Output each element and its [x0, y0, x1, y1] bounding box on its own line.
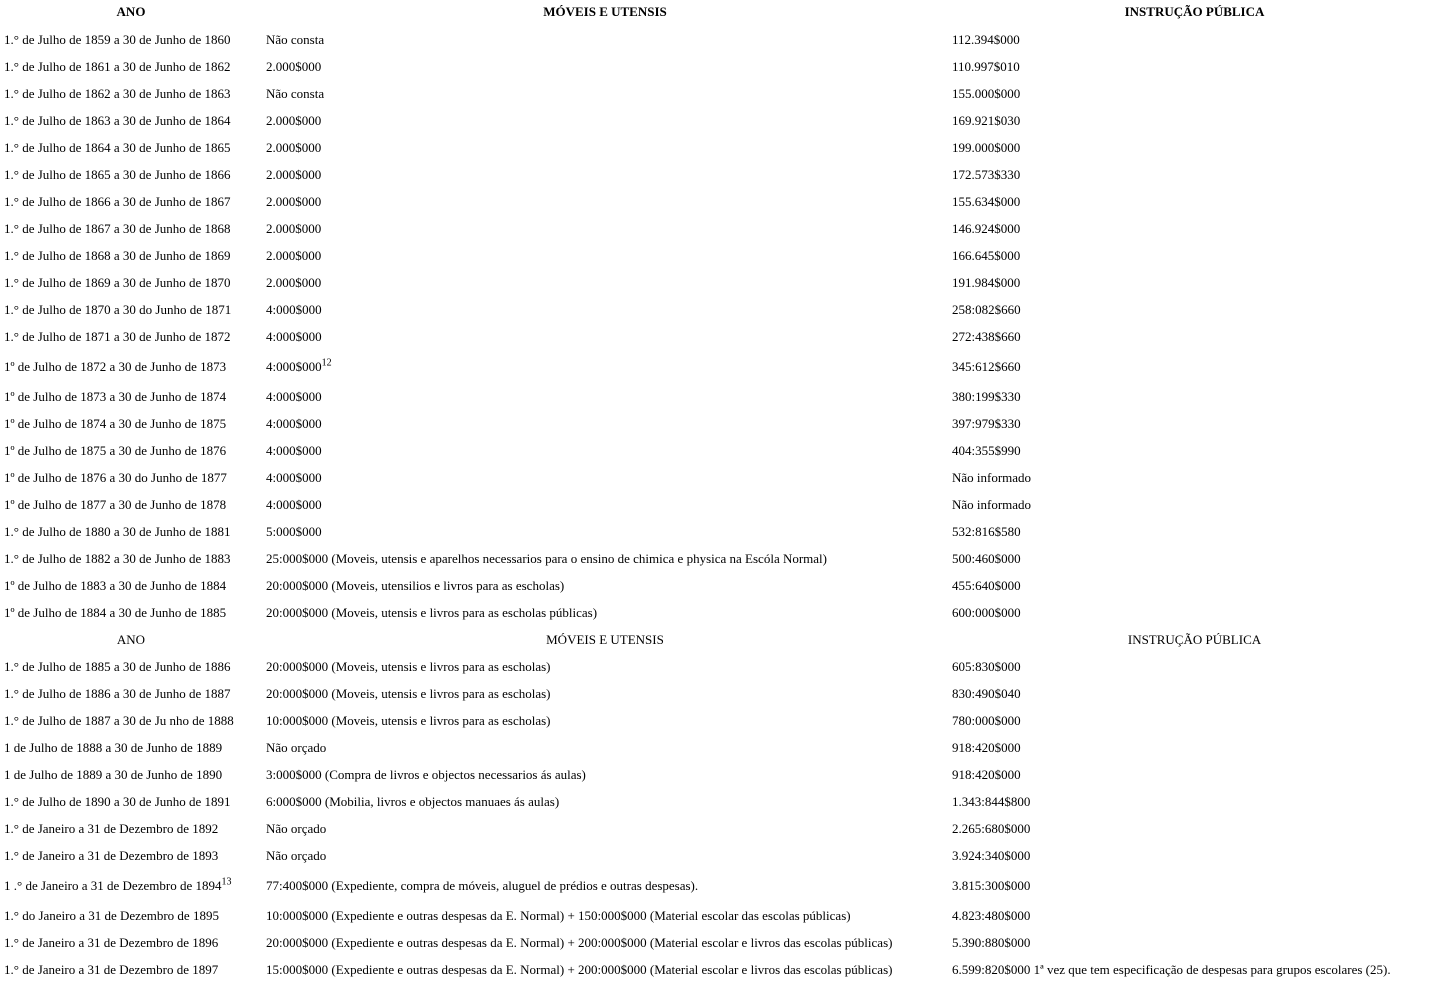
table-row [0, 599, 1441, 626]
table-row [0, 518, 1441, 545]
table-row [0, 545, 1441, 572]
ano-cell [0, 491, 262, 518]
ano-cell-text: 1º de Julho de 1876 a 30 do Junho de 1877 [4, 469, 227, 485]
table-row [0, 761, 1441, 788]
moveis-cell [262, 242, 948, 269]
instrucao-cell-text: 155.634$000 [952, 193, 1021, 209]
instrucao-cell [948, 869, 1441, 902]
section2-body [0, 653, 1441, 983]
table-row [0, 350, 1441, 383]
instrucao-cell-text: 918:420$000 [952, 739, 1021, 755]
table-row [0, 242, 1441, 269]
ano-cell [0, 215, 262, 242]
ano-cell-text: 1.° de Julho de 1885 a 30 de Junho de 1886 [4, 658, 231, 674]
moveis-cell [262, 788, 948, 815]
ano-cell-text: 1 .° de Janeiro a 31 de Dezembro de 1894 [4, 877, 222, 893]
instrucao-cell-text: 345:612$660 [952, 358, 1021, 374]
instrucao-cell-text: 166.645$000 [952, 247, 1021, 263]
ano-cell [0, 53, 262, 80]
ano-cell-text: 1.° de Janeiro a 31 de Dezembro de 1896 [4, 934, 219, 950]
moveis-cell [262, 161, 948, 188]
moveis-cell-text: 4:000$000 [266, 415, 322, 431]
instrucao-cell-text: 4.823:480$000 [952, 907, 1031, 923]
moveis-cell-text: 2.000$000 [266, 274, 322, 290]
moveis-cell-text: 4:000$000 [266, 388, 322, 404]
moveis-cell-text: 20:000$000 (Moveis, utensis e livros para as escholas públicas) [266, 604, 598, 620]
moveis-cell [262, 410, 948, 437]
header-instrucao: INSTRUÇÃO PÚBLICA [1124, 4, 1265, 19]
instrucao-cell-text: 155.000$000 [952, 85, 1021, 101]
instrucao-cell-text: Não informado [952, 469, 1032, 485]
moveis-cell-text: 2.000$000 [266, 139, 322, 155]
instrucao-cell-text: 1.343:844$800 [952, 793, 1031, 809]
instrucao-cell [948, 410, 1441, 437]
moveis-cell-text: 4:000$000 [266, 358, 322, 374]
table-row [0, 680, 1441, 707]
ano-cell-text: 1.° de Julho de 1870 a 30 do Junho de 1871 [4, 301, 232, 317]
ano-cell [0, 242, 262, 269]
instrucao-cell-text: 605:830$000 [952, 658, 1021, 674]
moveis-cell [262, 599, 948, 626]
moveis-cell [262, 107, 948, 134]
ano-cell-text: 1º de Julho de 1884 a 30 de Junho de 1885 [4, 604, 227, 620]
ano-cell [0, 902, 262, 929]
instrucao-cell [948, 680, 1441, 707]
table-row [0, 53, 1441, 80]
instrucao-cell-text: 5.390:880$000 [952, 934, 1031, 950]
instrucao-cell [948, 161, 1441, 188]
moveis-cell-text: 4:000$000 [266, 328, 322, 344]
moveis-cell-text: 2.000$000 [266, 58, 322, 74]
instrucao-cell [948, 350, 1441, 383]
ano-cell-text: 1.° de Julho de 1862 a 30 de Junho de 1863 [4, 85, 231, 101]
moveis-cell-text: 10:000$000 (Expediente e outras despesas da E. Normal) + 150:000$000 (Material escolar das escolas públicas) [266, 907, 851, 923]
moveis-cell [262, 815, 948, 842]
instrucao-cell-text: 830:490$040 [952, 685, 1021, 701]
instrucao-cell [948, 296, 1441, 323]
header-instrucao-repeat: INSTRUÇÃO PÚBLICA [1127, 631, 1262, 647]
moveis-cell [262, 464, 948, 491]
ano-cell-text: 1º de Julho de 1877 a 30 de Junho de 1878 [4, 496, 227, 512]
moveis-cell [262, 383, 948, 410]
instrucao-cell [948, 80, 1441, 107]
ano-cell-text: 1 de Julho de 1889 a 30 de Junho de 1890 [4, 766, 223, 782]
instrucao-cell [948, 734, 1441, 761]
ano-cell-text: 1.° de Julho de 1871 a 30 de Junho de 1872 [4, 328, 231, 344]
table-header-row [0, 0, 1441, 26]
instrucao-cell [948, 188, 1441, 215]
ano-cell-text: 1.° de Julho de 1882 a 30 de Junho de 1883 [4, 550, 231, 566]
instrucao-cell [948, 815, 1441, 842]
instrucao-cell [948, 788, 1441, 815]
moveis-cell [262, 653, 948, 680]
moveis-cell [262, 929, 948, 956]
ano-cell-text: 1.° de Julho de 1867 a 30 de Junho de 1868 [4, 220, 231, 236]
moveis-cell [262, 26, 948, 53]
table-row [0, 815, 1441, 842]
ano-cell-text: 1.° de Julho de 1886 a 30 de Junho de 1887 [4, 685, 231, 701]
moveis-cell-text: 2.000$000 [266, 220, 322, 236]
moveis-cell-text: 2.000$000 [266, 112, 322, 128]
ano-cell [0, 350, 262, 383]
table-row [0, 956, 1441, 983]
table-header-row-repeat [0, 626, 1441, 653]
moveis-cell-text: Não orçado [266, 739, 327, 755]
instrucao-cell-text: 397:979$330 [952, 415, 1021, 431]
instrucao-cell [948, 437, 1441, 464]
ano-cell [0, 80, 262, 107]
table-row [0, 410, 1441, 437]
moveis-cell [262, 545, 948, 572]
table-row [0, 902, 1441, 929]
instrucao-cell-text: 258:082$660 [952, 301, 1021, 317]
moveis-cell [262, 188, 948, 215]
moveis-cell-text: 3:000$000 (Compra de livros e objectos necessarios ás aulas) [266, 766, 586, 782]
ano-cell [0, 545, 262, 572]
ano-cell-text: 1º de Julho de 1883 a 30 de Junho de 1884 [4, 577, 227, 593]
table-row [0, 215, 1441, 242]
moveis-cell [262, 296, 948, 323]
instrucao-cell [948, 215, 1441, 242]
moveis-cell [262, 350, 948, 383]
ano-cell [0, 437, 262, 464]
moveis-cell-text: 4:000$000 [266, 442, 322, 458]
moveis-cell-text: 20:000$000 (Moveis, utensis e livros para as escholas) [266, 658, 551, 674]
ano-cell-text: 1.° de Julho de 1859 a 30 de Junho de 1860 [4, 31, 231, 47]
moveis-cell [262, 680, 948, 707]
ano-cell-text: 1.° de Julho de 1868 a 30 de Junho de 1869 [4, 247, 231, 263]
ano-cell-text: 1.° de Janeiro a 31 de Dezembro de 1897 [4, 961, 219, 977]
instrucao-cell-text: 780:000$000 [952, 712, 1021, 728]
moveis-cell-text: 77:400$000 (Expediente, compra de móveis, aluguel de prédios e outras despesas). [266, 877, 699, 893]
moveis-cell [262, 491, 948, 518]
table-row [0, 464, 1441, 491]
ano-cell-text: 1 de Julho de 1888 a 30 de Junho de 1889 [4, 739, 223, 755]
instrucao-cell-text: 3.815:300$000 [952, 877, 1031, 893]
instrucao-cell [948, 518, 1441, 545]
ano-cell [0, 323, 262, 350]
instrucao-cell-text: 272:438$660 [952, 328, 1021, 344]
instrucao-cell [948, 323, 1441, 350]
ano-cell [0, 956, 262, 983]
table-row [0, 80, 1441, 107]
instrucao-cell [948, 572, 1441, 599]
instrucao-cell-text: 6.599:820$000 1ª vez que tem especificação de despesas para grupos escolares (25). [952, 961, 1391, 977]
moveis-cell-text: Não consta [266, 85, 325, 101]
table-row [0, 842, 1441, 869]
ano-cell [0, 410, 262, 437]
moveis-cell-text: 20:000$000 (Moveis, utensilios e livros para as escholas) [266, 577, 565, 593]
ano-cell [0, 815, 262, 842]
moveis-cell [262, 437, 948, 464]
moveis-cell-text: 10:000$000 (Moveis, utensis e livros para as escholas) [266, 712, 551, 728]
ano-cell [0, 869, 262, 902]
moveis-cell-text: 20:000$000 (Moveis, utensis e livros para as escholas) [266, 685, 551, 701]
table-row [0, 383, 1441, 410]
table-row [0, 653, 1441, 680]
table-row [0, 929, 1441, 956]
ano-cell-text: 1.° de Julho de 1887 a 30 de Ju nho de 1888 [4, 712, 234, 728]
instrucao-cell [948, 842, 1441, 869]
ano-cell-text: 1.° de Julho de 1869 a 30 de Junho de 1870 [4, 274, 231, 290]
instrucao-cell [948, 707, 1441, 734]
instrucao-cell [948, 902, 1441, 929]
ano-cell [0, 599, 262, 626]
ano-cell-text: 1.° de Julho de 1863 a 30 de Junho de 1864 [4, 112, 231, 128]
ano-cell [0, 680, 262, 707]
instrucao-cell-text: 110.997$010 [952, 58, 1020, 74]
ano-cell [0, 107, 262, 134]
instrucao-cell-text: 2.265:680$000 [952, 820, 1031, 836]
moveis-cell [262, 215, 948, 242]
ano-cell [0, 707, 262, 734]
table-row [0, 188, 1441, 215]
moveis-cell-text: 2.000$000 [266, 166, 322, 182]
table-row [0, 296, 1441, 323]
header-moveis: MÓVEIS E UTENSIS [543, 4, 667, 19]
ano-cell-text: 1.° de Julho de 1866 a 30 de Junho de 1867 [4, 193, 231, 209]
moveis-cell [262, 80, 948, 107]
instrucao-cell [948, 269, 1441, 296]
moveis-cell-text: 4:000$000 [266, 301, 322, 317]
table-row [0, 437, 1441, 464]
section1-body [0, 26, 1441, 626]
moveis-cell-text: 2.000$000 [266, 247, 322, 263]
ano-cell [0, 788, 262, 815]
moveis-cell-text: 20:000$000 (Expediente e outras despesas da E. Normal) + 200:000$000 (Material escolar e livros das escolas públicas) [266, 934, 893, 950]
ano-cell [0, 161, 262, 188]
header-ano-repeat: ANO [116, 631, 146, 647]
moveis-cell-text: 4:000$000 [266, 469, 322, 485]
instrucao-cell-text: 191.984$000 [952, 274, 1021, 290]
ano-cell-text: 1.° de Julho de 1890 a 30 de Junho de 1891 [4, 793, 231, 809]
instrucao-cell-text: 500:460$000 [952, 550, 1021, 566]
instrucao-cell [948, 929, 1441, 956]
instrucao-cell-text: 3.924:340$000 [952, 847, 1031, 863]
ano-cell [0, 464, 262, 491]
ano-cell-text: 1.° do Janeiro a 31 de Dezembro de 1895 [4, 907, 219, 923]
instrucao-cell [948, 491, 1441, 518]
ano-cell-text: 1.° de Julho de 1864 a 30 de Junho de 1865 [4, 139, 231, 155]
ano-cell [0, 929, 262, 956]
ano-cell-text: 1.° de Julho de 1861 a 30 de Junho de 1862 [4, 58, 231, 74]
ano-cell [0, 734, 262, 761]
table-row [0, 869, 1441, 902]
header-ano: ANO [116, 4, 146, 19]
moveis-cell [262, 902, 948, 929]
table-row [0, 269, 1441, 296]
instrucao-cell [948, 242, 1441, 269]
instrucao-cell-text: 404:355$990 [952, 442, 1021, 458]
instrucao-cell [948, 134, 1441, 161]
instrucao-cell [948, 545, 1441, 572]
instrucao-cell [948, 464, 1441, 491]
footnote-marker: 12 [321, 357, 332, 369]
table-row [0, 323, 1441, 350]
instrucao-cell [948, 107, 1441, 134]
moveis-cell [262, 269, 948, 296]
instrucao-cell-text: Não informado [952, 496, 1032, 512]
ano-cell [0, 188, 262, 215]
table-row [0, 707, 1441, 734]
ano-cell [0, 653, 262, 680]
table-row [0, 734, 1441, 761]
table-row [0, 107, 1441, 134]
moveis-cell-text: Não consta [266, 31, 325, 47]
table-row [0, 788, 1441, 815]
table-row [0, 161, 1441, 188]
ano-cell [0, 518, 262, 545]
moveis-cell [262, 323, 948, 350]
table-row [0, 572, 1441, 599]
ano-cell-text: 1.° de Janeiro a 31 de Dezembro de 1892 [4, 820, 219, 836]
moveis-cell [262, 518, 948, 545]
instrucao-cell-text: 600:000$000 [952, 604, 1021, 620]
ano-cell-text: 1º de Julho de 1875 a 30 de Junho de 1876 [4, 442, 227, 458]
moveis-cell [262, 707, 948, 734]
instrucao-cell-text: 455:640$000 [952, 577, 1021, 593]
ano-cell [0, 761, 262, 788]
moveis-cell [262, 956, 948, 983]
ano-cell-text: 1.° de Julho de 1880 a 30 de Junho de 1881 [4, 523, 231, 539]
moveis-cell-text: Não orçado [266, 820, 327, 836]
moveis-cell [262, 842, 948, 869]
instrucao-cell [948, 599, 1441, 626]
ano-cell-text: 1.° de Julho de 1865 a 30 de Junho de 1866 [4, 166, 231, 182]
moveis-cell [262, 869, 948, 902]
ano-cell-text: 1.° de Janeiro a 31 de Dezembro de 1893 [4, 847, 219, 863]
ano-cell-text: 1º de Julho de 1872 a 30 de Junho de 1873 [4, 358, 227, 374]
moveis-cell-text: 5:000$000 [266, 523, 322, 539]
ano-cell [0, 296, 262, 323]
ano-cell-text: 1º de Julho de 1874 a 30 de Junho de 1875 [4, 415, 227, 431]
ano-cell [0, 26, 262, 53]
moveis-cell [262, 53, 948, 80]
table-row [0, 134, 1441, 161]
instrucao-cell-text: 172.573$330 [952, 166, 1021, 182]
table-row [0, 26, 1441, 53]
footnote-marker: 13 [221, 876, 232, 888]
instrucao-cell [948, 956, 1441, 983]
instrucao-cell [948, 26, 1441, 53]
ano-cell [0, 269, 262, 296]
moveis-cell-text: 25:000$000 (Moveis, utensis e aparelhos necessarios para o ensino de chimica e physica na Escóla Normal) [266, 550, 827, 566]
moveis-cell [262, 134, 948, 161]
ano-cell [0, 842, 262, 869]
moveis-cell-text: 2.000$000 [266, 193, 322, 209]
table-row [0, 491, 1441, 518]
header-moveis-repeat: MÓVEIS E UTENSIS [546, 631, 664, 647]
instrucao-cell [948, 383, 1441, 410]
ano-cell [0, 572, 262, 599]
ano-cell [0, 134, 262, 161]
moveis-cell [262, 572, 948, 599]
moveis-cell-text: 15:000$000 (Expediente e outras despesas da E. Normal) + 200:000$000 (Material escolar e livros das escolas públicas) [266, 961, 893, 977]
ano-cell [0, 383, 262, 410]
moveis-cell [262, 761, 948, 788]
instrucao-cell-text: 532:816$580 [952, 523, 1021, 539]
instrucao-cell [948, 653, 1441, 680]
instrucao-cell-text: 199.000$000 [952, 139, 1021, 155]
ano-cell-text: 1º de Julho de 1873 a 30 de Junho de 1874 [4, 388, 227, 404]
instrucao-cell-text: 169.921$030 [952, 112, 1021, 128]
moveis-cell-text: Não orçado [266, 847, 327, 863]
moveis-cell-text: 6:000$000 (Mobilia, livros e objectos manuaes ás aulas) [266, 793, 560, 809]
instrucao-cell-text: 112.394$000 [952, 31, 1020, 47]
instrucao-cell-text: 918:420$000 [952, 766, 1021, 782]
instrucao-cell-text: 380:199$330 [952, 388, 1021, 404]
instrucao-cell [948, 761, 1441, 788]
section2-header [0, 626, 1441, 653]
instrucao-cell [948, 53, 1441, 80]
instrucao-cell-text: 146.924$000 [952, 220, 1021, 236]
moveis-cell [262, 734, 948, 761]
moveis-cell-text: 4:000$000 [266, 496, 322, 512]
